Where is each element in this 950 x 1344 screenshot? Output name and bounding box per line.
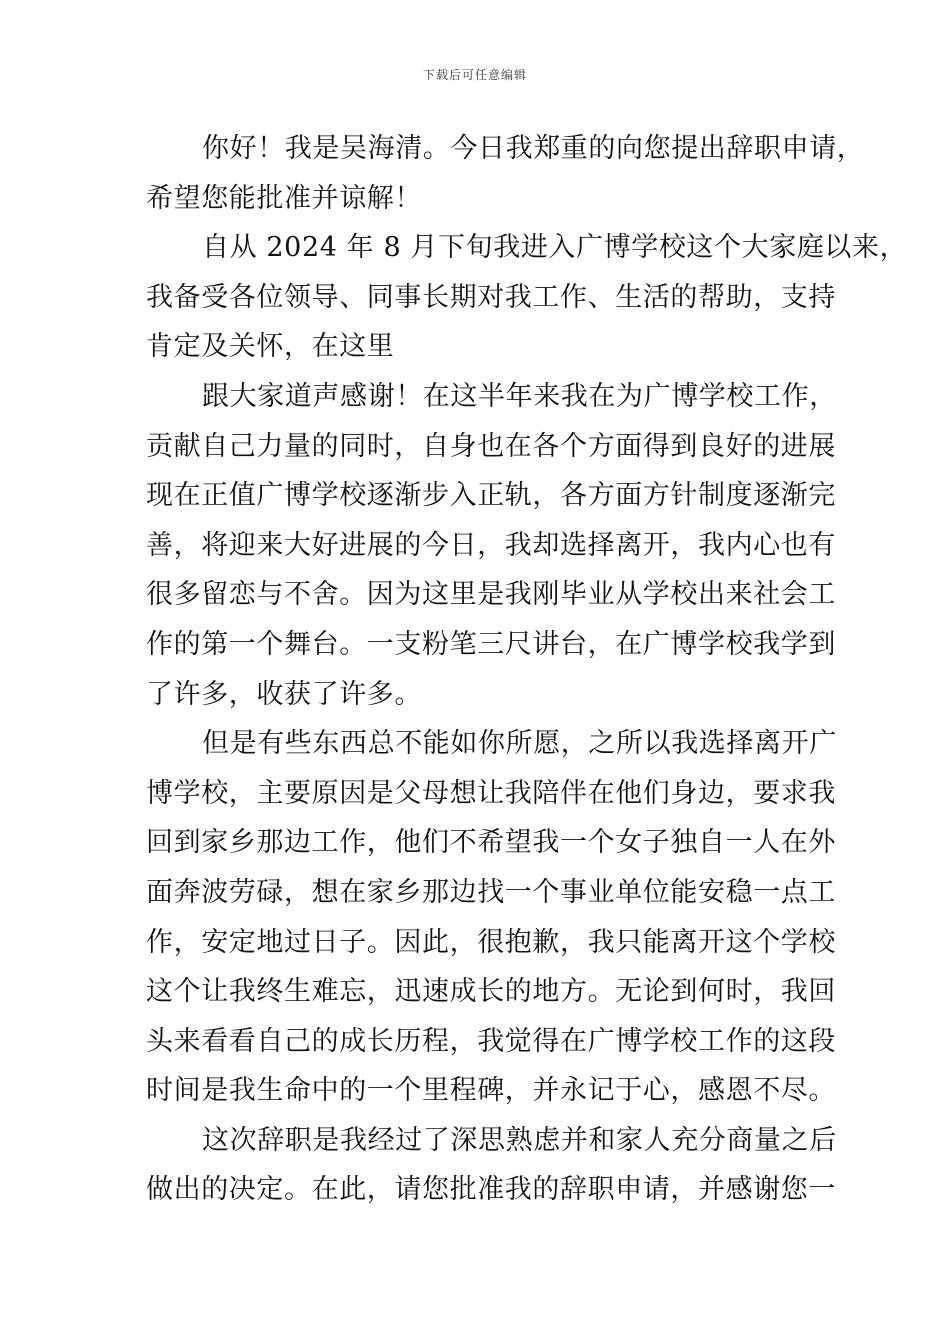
text-line: 了许多，收获了许多。	[146, 678, 422, 710]
text-line: 头来看看自己的成长历程，我觉得在广博学校工作的这段	[146, 1025, 836, 1057]
text-line: 作的第一个舞台。一支粉笔三尺讲台，在广博学校我学到	[146, 628, 836, 660]
text-line: 肯定及关怀，在这里	[146, 331, 395, 363]
text-line: 博学校，主要原因是父母想让我陪伴在他们身边，要求我	[146, 777, 836, 809]
text-line: 这次辞职是我经过了深思熟虑并和家人充分商量之后	[202, 1124, 837, 1156]
text-line: 回到家乡那边工作，他们不希望我一个女子独自一人在外	[146, 827, 836, 859]
text-line: 我备受各位领导、同事长期对我工作、生活的帮助，支持	[146, 281, 836, 313]
text-line: 时间是我生命中的一个里程碑，并永记于心，感恩不尽。	[146, 1075, 836, 1107]
text-line: 自从 2024 年 8 月下旬我进入广博学校这个大家庭以来，	[202, 232, 908, 264]
text-line: 你好！我是吴海清。今日我郑重的向您提出辞职申请，	[202, 133, 865, 164]
text-line: 但是有些东西总不能如你所愿，之所以我选择离开广	[202, 728, 837, 760]
text-line: 做出的决定。在此，请您批准我的辞职申请，并感谢您一	[146, 1174, 836, 1206]
text-line: 跟大家道声感谢！在这半年来我在为广博学校工作，	[202, 380, 837, 412]
page-header-note: 下载后可任意编辑	[422, 68, 527, 82]
text-line: 这个让我终生难忘，迅速成长的地方。无论到何时，我回	[146, 976, 836, 1008]
text-line: 贡献自己力量的同时，自身也在各个方面得到良好的进展	[146, 430, 836, 462]
text-line: 希望您能批准并谅解！	[146, 182, 422, 214]
text-line: 善，将迎来大好进展的今日，我却选择离开，我内心也有	[146, 529, 836, 561]
text-line: 现在正值广博学校逐渐步入正轨，各方面方针制度逐渐完	[146, 480, 836, 512]
document-body	[146, 124, 908, 1215]
text-line: 作，安定地过日子。因此，很抱歉，我只能离开这个学校	[146, 926, 836, 958]
text-line: 面奔波劳碌，想在家乡那边找一个事业单位能安稳一点工	[146, 876, 836, 908]
text-line: 很多留恋与不舍。因为这里是我刚毕业从学校出来社会工	[146, 579, 836, 611]
